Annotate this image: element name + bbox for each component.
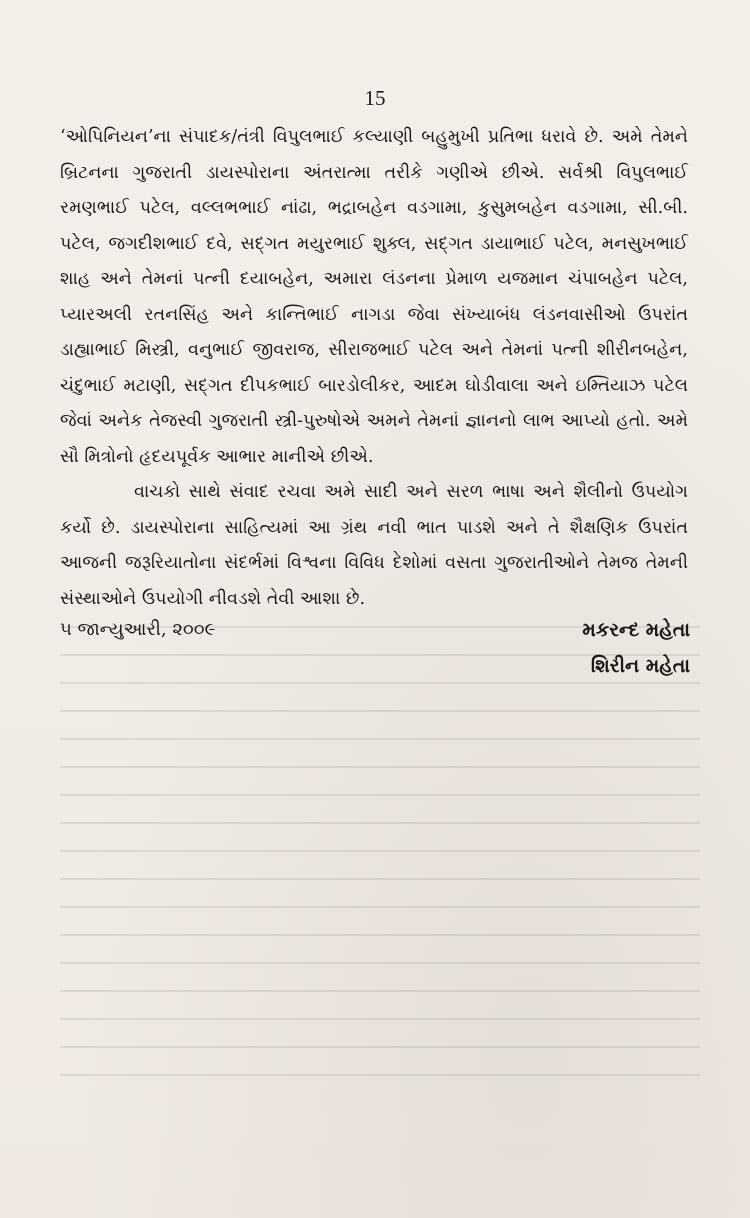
paragraph-acknowledgements: ‘ઓપિનિયન’ના સંપાદક/તંત્રી વિપુલભાઈ કલ્યાણી બહુમુખી પ્રતિભા ધરાવે છે. અમે તેમને બ્રિટનના ગુજરાતી ડાયસ્પોરાના અંતરાત્મા તરીકે ગણીએ છીએ. સર્વશ્રી વિપુલભાઈ રમણભાઈ પટેલ, વલ્લભભાઈ નાંઢા, ભદ્રાબહેન વડગામા, કુસુમબહેન વડગામા, સી.બી. પટેલ, જગદીશભાઈ દવે, સદ્ગત મયુરભાઈ શુક્લ, સદ્ગત ડાયાભાઈ પટેલ, મનસુખભાઈ શાહ અને તેમનાં પત્ની દયાબહેન, અમારા લંડનના પ્રેમાળ યજમાન ચંપાબહેન પટેલ, પ્યારઅલી રતનસિંહ અને કાન્તિભાઈ નાગડા જેવા સંખ્યાબંધ લંડનવાસીઓ ઉપરાંત ડાહ્યાભાઈ મિસ્ત્રી, વનુભાઈ જીવરાજ, સીરાજભાઈ પટેલ અને તેમનાં પત્ની શીરીનબહેન, ચંદુભાઈ મટાણી, સદ્ગત દીપકભાઈ બારડોલીકર, આદમ ઘોડીવાલા અને ઇમ્તિયાઝ પટેલ જેવાં અનેક તેજસ્વી ગુજરાતી સ્ત્રી-પુરુષોએ અમને તેમનાં જ્ઞાનનો લાભ આપ્યો હતો. અમે સૌ મિત્રોનો હૃદયપૂર્વક આભાર માનીએ છીએ. — [60, 127, 688, 467]
page-number: 15 — [364, 86, 386, 110]
show-through-texture — [60, 600, 700, 1180]
paragraph-closing: વાચકો સાથે સંવાદ રચવા અમે સાદી અને સરળ ભાષા અને શૈલીનો ઉપયોગ કર્યો છે. ડાયસ્પોરાના સાહિત્યમાં આ ગ્રંથ નવી ભાત પાડશે અને તે શૈક્ષણિક ઉપરાંત આજની જરૂરિયાતોના સંદર્ભમાં વિશ્વના વિવિધ દેશોમાં વસતા ગુજરાતીઓને તેમજ તેમની સંસ્થાઓને ઉપયોગી નીવડશે તેવી આશા છે. — [60, 482, 688, 609]
signatory-1: મકરન્દ મહેતા — [582, 619, 690, 641]
signatory-2: શિરીન મહેતા — [590, 655, 690, 677]
date-line: ૫ જાન્યુઆરી, ૨૦૦૯ — [60, 619, 216, 640]
body-text — [60, 120, 688, 617]
